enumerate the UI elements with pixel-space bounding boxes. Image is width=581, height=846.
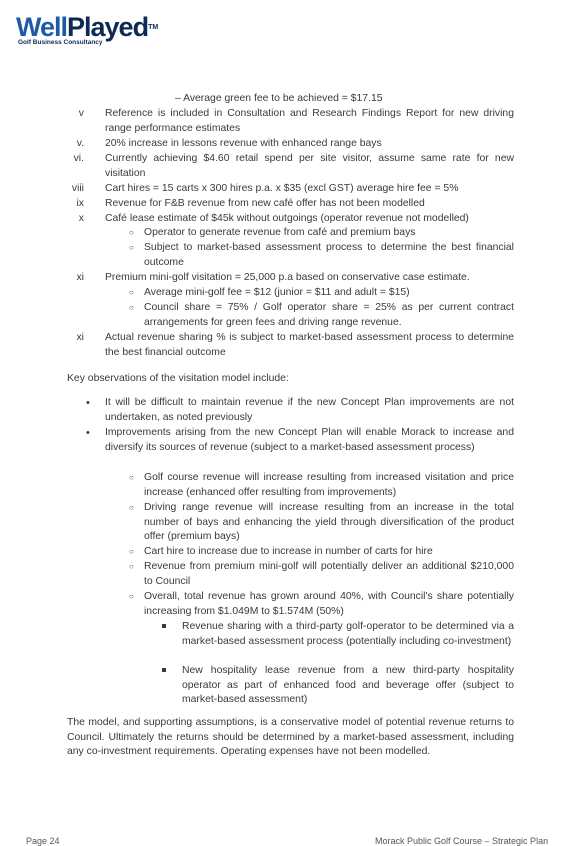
observation-text: Improvements arising from the new Concept Plan will enable Morack to increase and diversify its sources of revenue (subject to a market-based assessment process) <box>105 427 514 453</box>
average-green-fee-line: – Average green fee to be achieved = $17.15 <box>175 93 383 104</box>
roman-numeral: vi. <box>73 153 84 164</box>
hollow-circle-bullet-icon: ○ <box>129 288 134 297</box>
revenue-square-text: Revenue sharing with a third-party golf-operator to be determined via a market-based assessment process (potentially including co-investment) <box>182 621 514 647</box>
roman-numeral: ix <box>76 198 84 209</box>
assumption-text: Reference is included in Consultation and Research Findings Report for new driving range performance estimates <box>105 108 514 134</box>
observation-text: It will be difficult to maintain revenue if the new Concept Plan improvements are not undertaken, as noted previously <box>105 397 514 423</box>
assumption-text: Cart hires = 15 carts x 300 hires p.a. x $35 (excl GST) average hire fee = 5% <box>105 183 459 194</box>
logo-trademark: TM <box>148 24 159 31</box>
improvement-subitem-text: Golf course revenue will increase resulting from increased visitation and price increase (enhanced offer resulting from improvements) <box>144 472 514 498</box>
bullet-dot-icon: • <box>86 427 90 439</box>
roman-numeral: xi <box>76 332 84 343</box>
logo-well-text: Well <box>16 12 68 42</box>
square-bullet-icon <box>162 624 166 628</box>
assumption-text: Café lease estimate of $45k without outgoings (operator revenue not modelled) <box>105 213 469 224</box>
assumption-text: Currently achieving $4.60 retail spend per site visitor, assume same rate for new visitation <box>105 153 514 179</box>
revenue-square-text: New hospitality lease revenue from a new third-party hospitality operator as part of enhanced food and beverage offer (subject to market-based assessment) <box>182 665 514 706</box>
minigolf-subitem-text: Average mini-golf fee = $12 (junior = $11 and adult = $15) <box>144 287 410 298</box>
wellplayed-logo <box>16 14 158 46</box>
hollow-circle-bullet-icon: ○ <box>129 503 134 512</box>
bullet-dot-icon: • <box>86 397 90 409</box>
hollow-circle-bullet-icon: ○ <box>129 547 134 556</box>
assumption-text: Actual revenue sharing % is subject to market-based assessment process to determine the best financial outcome <box>105 332 514 358</box>
improvement-subitem-text: Overall, total revenue has grown around 40%, with Council's share potentially increasing from $1.049M to $1.574M (50%) <box>144 591 514 617</box>
assumption-text: Premium mini-golf visitation = 25,000 p.a based on conservative case estimate. <box>105 272 470 283</box>
roman-numeral: xi <box>76 272 84 283</box>
improvement-subitem-text: Revenue from premium mini-golf will potentially deliver an additional $210,000 to Council <box>144 561 514 587</box>
roman-numeral: x <box>78 213 84 224</box>
roman-numeral: viii <box>71 183 84 194</box>
closing-paragraph: The model, and supporting assumptions, is a conservative model of potential revenue returns to Council. Ultimately the returns should be determined by a market-based assessment, including any co-investment requirements. Operating expenses have not been modelled. <box>67 717 514 758</box>
square-bullet-icon <box>162 668 166 672</box>
logo-played-text: Played <box>67 12 149 42</box>
logo-wordmark <box>16 14 158 41</box>
improvement-subitem-text: Cart hire to increase due to increase in number of carts for hire <box>144 546 433 557</box>
hollow-circle-bullet-icon: ○ <box>129 473 134 482</box>
roman-numeral: v <box>78 108 84 119</box>
roman-numeral: v. <box>76 138 84 149</box>
hollow-circle-bullet-icon: ○ <box>129 303 134 312</box>
page-number: Page 24 <box>26 836 60 846</box>
logo-tagline: Golf Business Consultancy <box>18 39 103 46</box>
hollow-circle-bullet-icon: ○ <box>129 562 134 571</box>
improvement-subitem-text: Driving range revenue will increase resulting from an increase in the total number of bays and enhancing the yield through diversification of the product offer (premium bays) <box>144 502 514 543</box>
cafe-subitem-text: Operator to generate revenue from café and premium bays <box>144 227 416 238</box>
assumption-text: Revenue for F&B revenue from new café offer has not been modelled <box>105 198 425 209</box>
hollow-circle-bullet-icon: ○ <box>129 228 134 237</box>
document-title-footer: Morack Public Golf Course – Strategic Plan <box>375 836 549 846</box>
assumption-text: 20% increase in lessons revenue with enhanced range bays <box>105 138 382 149</box>
hollow-circle-bullet-icon: ○ <box>129 592 134 601</box>
minigolf-subitem-text: Council share = 75% / Golf operator share = 25% as per current contract arrangements for green fees and driving range revenue. <box>144 302 514 328</box>
cafe-subitem-text: Subject to market-based assessment process to determine the best financial outcome <box>144 242 514 268</box>
observations-heading: Key observations of the visitation model include: <box>67 373 289 384</box>
hollow-circle-bullet-icon: ○ <box>129 243 134 252</box>
